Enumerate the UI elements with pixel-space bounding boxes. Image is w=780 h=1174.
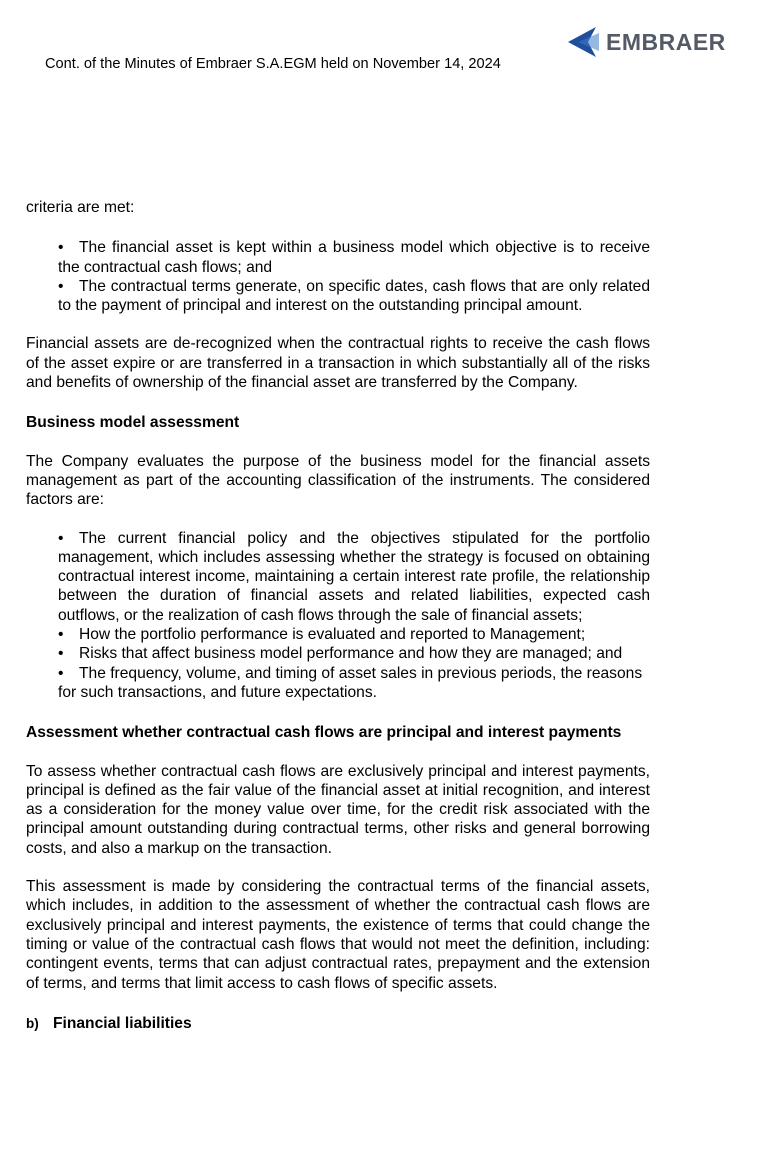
bullet-icon: • <box>58 277 64 295</box>
bullet-icon: • <box>58 664 64 682</box>
list-item: • The frequency, volume, and timing of asset sales in previous periods, the reasons for such transactions, and future expectations. <box>58 664 643 701</box>
business-model-heading: Business model assessment <box>26 414 240 432</box>
page-header: Cont. of the Minutes of Embraer S.A.EGM held on November 14, 2024 <box>45 56 501 72</box>
sppi-paragraph-2: This assessment is made by considering the contractual terms of the financial assets, which includes, in addition to the assessment of whether the contractual cash flows are exclusively principal and interest payments, the existence of terms that could change the timing or value of the contractual cash flows that would not meet the definition, including: contingent events, terms that can adjust contractual rates, prepayment and the extension of terms, and terms that limit access to cash flows of specific assets. <box>26 878 650 992</box>
bullet-icon: • <box>58 239 64 257</box>
sppi-heading: Assessment whether contractual cash flows are principal and interest payments <box>26 724 622 742</box>
sppi-paragraph-1: To assess whether contractual cash flows are exclusively principal and interest payments, principal is defined as the fair value of the financial asset at initial recognition, and interest as a consideration for the money value over time, for the credit risk associated with the principal amount outstanding during contractual terms, other risks and general borrowing costs, and also a markup on the transaction. <box>26 762 650 857</box>
list-item: • How the portfolio performance is evaluated and reported to Management; <box>58 626 586 644</box>
derecognition-paragraph: Financial assets are de-recognized when the contractual rights to receive the cash flows of the asset expire or are transferred in a transaction in which substantially all of the risks and benefits of ownership of the financial asset are transferred by the Company. <box>26 335 650 392</box>
criteria-intro: criteria are met: <box>26 199 135 216</box>
logo-wordmark: EMBRAER <box>606 28 726 55</box>
list-item: • The financial asset is kept within a business model which objective is to receive the contractual cash flows; and <box>58 239 650 276</box>
section-letter: b) <box>26 1015 39 1031</box>
section-b-heading <box>26 1014 650 1033</box>
list-item: • Risks that affect business model performance and how they are managed; and <box>58 645 623 663</box>
criteria-list <box>26 238 650 315</box>
embraer-arrow-icon <box>568 25 602 59</box>
business-model-factors <box>26 529 650 703</box>
bullet-icon: • <box>58 529 64 547</box>
business-model-intro: The Company evaluates the purpose of the business model for the financial assets management as part of the accounting classification of the instruments. The considered factors are: <box>26 452 650 509</box>
embraer-logo <box>568 26 726 58</box>
financial-liabilities-heading: Financial liabilities <box>53 1014 192 1032</box>
bullet-icon: • <box>58 645 64 663</box>
document-body <box>26 198 650 1033</box>
list-item: • The contractual terms generate, on specific dates, cash flows that are only related to the payment of principal and interest on the outstanding principal amount. <box>58 277 650 315</box>
list-item: • The current financial policy and the objectives stipulated for the portfolio management, which includes assessing whether the strategy is focused on obtaining contractual interest income, maintaining a certain interest rate profile, the relationship between the duration of financial assets and related liabilities, expected cash outflows, or the realization of cash flows through the sale of financial assets; <box>58 529 650 624</box>
bullet-icon: • <box>58 626 64 644</box>
